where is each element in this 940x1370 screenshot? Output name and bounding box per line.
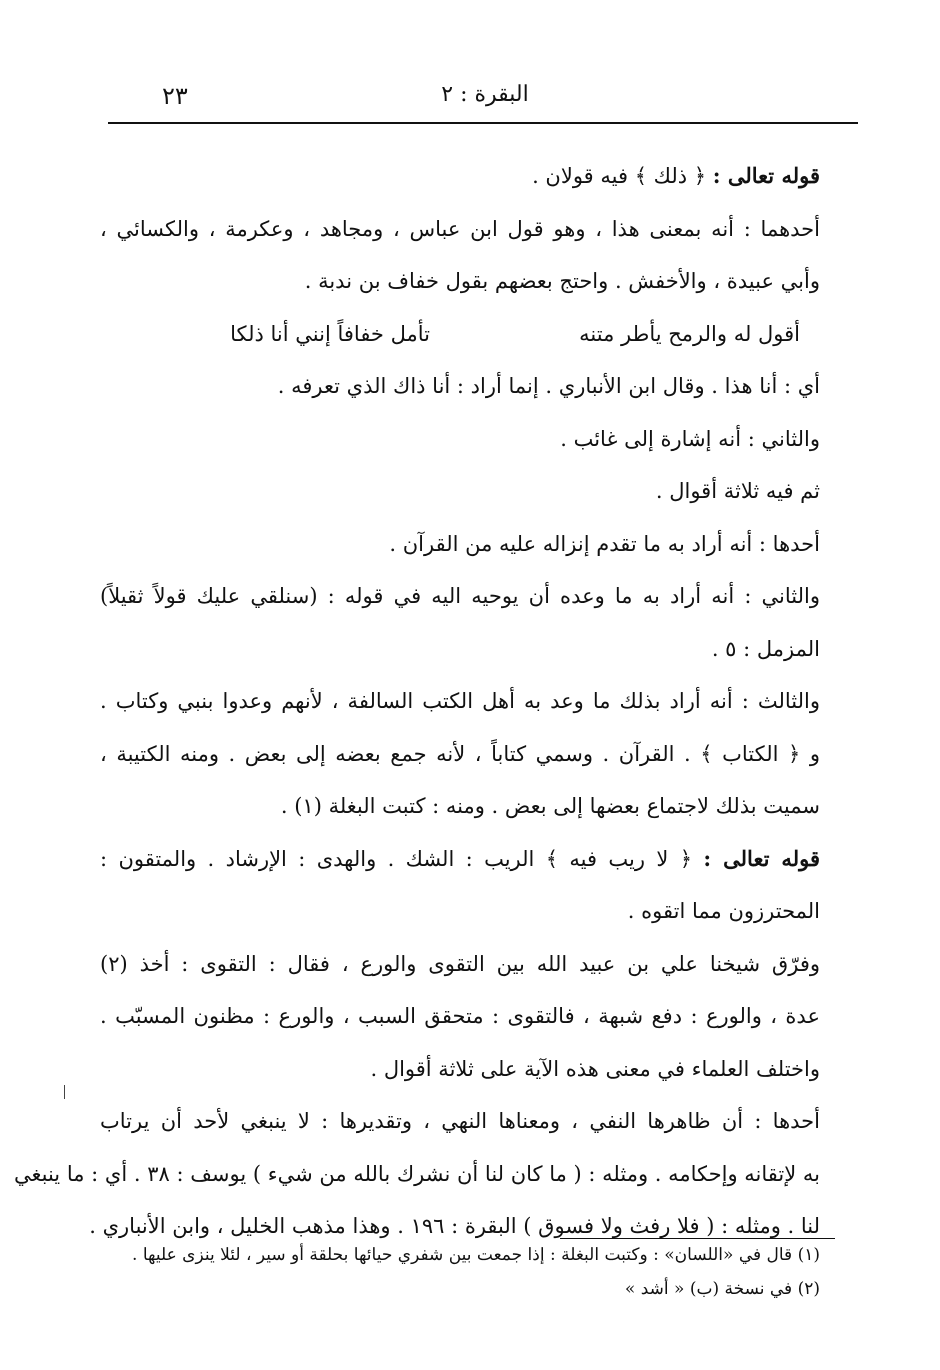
text-line [100,938,820,991]
main-text [14,150,820,1253]
line-text: ثم فيه ثلاثة أقوال . [655,479,820,503]
line-text: به لإتقانه وإحكامه . ومثله : ( ما كان لنا أن نشرك بالله من شيء ) يوسف : ٣٨ . أي : ما ينبغي [14,1161,820,1186]
line-text: المزمل : ٥ . [711,636,820,661]
page-number: ٢٣ [162,82,188,110]
line-text: والثاني : أنه أراد به ما وعده أن يوحيه اليه في قوله : (سنلقي عليك قولاً ثقيلاً) [100,584,820,608]
text-line [100,1043,820,1096]
poetry-verse [100,308,820,361]
text-line [100,990,820,1043]
verse-first-hemistich: أقول له والرمح يأطر متنه [579,321,800,346]
line-text: سميت بذلك لاجتماع بعضها إلى بعض . ومنه : كتبت البغلة (١) . [280,794,820,818]
footnotes [100,1238,820,1306]
line-text: أي : أنا هذا . وقال ابن الأنباري . إنما أراد : أنا ذاك الذي تعرفه . [277,374,820,398]
line-text: وفرّق شيخنا علي بن عبيد الله بين التقوى والورع ، فقال : التقوى : أخذ (٢) [100,951,820,976]
line-text: أحدهما : أنه بمعنى هذا ، وهو قول ابن عباس ، ومجاهد ، وعكرمة ، والكسائي ، [100,216,820,241]
text-line [100,675,820,728]
text-line [100,150,820,203]
text-line [100,465,820,518]
running-head: البقرة : ٢ [441,82,529,107]
line-text: والثالث : أنه أراد بذلك ما وعد به أهل الكتب السالفة ، لأنهم وعدوا بنبي وكتاب . [100,689,820,713]
text-line [100,728,820,781]
line-text: عدة ، والورع : دفع شبهة ، فالتقوى : متحقق السبب ، والورع : مظنون المسبّب . [100,1004,820,1028]
page-header [110,82,860,118]
line-text: واختلف العلماء في معنى هذه الآية على ثلاثة أقوال . [370,1056,820,1081]
line-text: ﴿ لا ريب فيه ﴾ الريب : الشك . والهدى : الإرشاد . والمتقون : [100,846,693,871]
header-rule [108,122,858,124]
line-text: والثاني : أنه إشارة إلى غائب . [560,426,820,451]
text-line [100,203,820,256]
text-line [100,623,820,676]
line-lead: قوله تعالى : [703,845,820,871]
line-text: أحدها : أن ظاهرها النفي ، ومعناها النهي ، وتقديرها : لا ينبغي لأحد أن يرتاب [100,1109,820,1133]
line-text: ﴿ ذلك ﴾ فيه قولان . [532,164,707,188]
line-text: لنا . ومثله : ( فلا رفث ولا فسوق ) البقرة : ١٩٦ . وهذا مذهب الخليل ، وابن الأنباري . [89,1214,820,1238]
line-text: أحدها : أنه أراد به ما تقدم إنزاله عليه من القرآن . [389,531,820,556]
text-line [100,833,820,886]
text-line [100,885,820,938]
text-line [14,1148,820,1201]
line-lead: قوله تعالى : [712,163,820,188]
line-text: المحترزون مما اتقوه . [627,899,820,923]
text-line [100,255,820,308]
text-line [100,518,820,571]
line-text: و ﴿ الكتاب ﴾ . القرآن . وسمي كتاباً ، لأنه جمع بعضه إلى بعض . ومنه الكتيبة ، [100,741,820,766]
text-line [100,413,820,466]
text-line [100,570,820,623]
text-line [100,360,820,413]
line-text: وأبي عبيدة ، والأخفش . واحتج بعضهم بقول خفاف بن ندبة . [304,269,820,293]
verse-second-hemistich: تأمل خفافاً إنني أنا ذلكا [230,321,430,346]
footnote: (١) قال في «اللسان» : وكتبت البغلة : إذا جمعت بين شفري حيائها بحلقة أو سير ، لئلا ينزى عليها . [132,1245,820,1265]
text-line [100,1095,820,1148]
footnote: (٢) في نسخة (ب) « أشد » [624,1279,820,1299]
margin-mark [64,1085,65,1099]
text-line [100,780,820,833]
